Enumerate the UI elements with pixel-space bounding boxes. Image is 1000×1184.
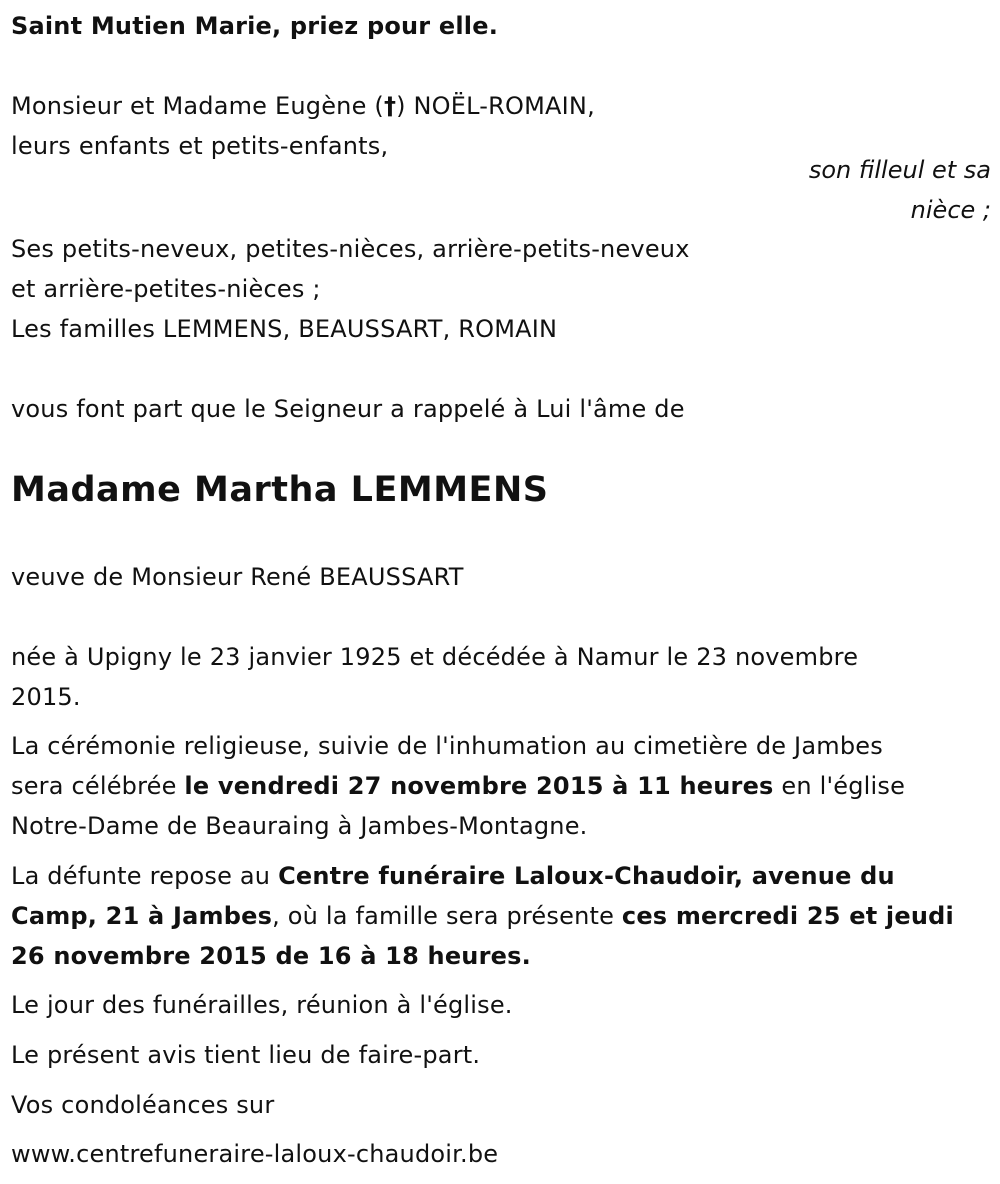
family-line-1-post: ) NOËL-ROMAIN,	[396, 92, 595, 120]
cross-icon: †	[383, 92, 397, 120]
repose-line-2-mid: , où la famille sera présente	[272, 902, 622, 930]
prayer-line: Saint Mutien Marie, priez pour elle.	[11, 12, 499, 40]
family-line-2: leurs enfants et petits-enfants,	[11, 132, 389, 160]
condolences-label: Vos condoléances sur	[11, 1091, 275, 1119]
ceremony-line-2	[11, 766, 905, 806]
ceremony-line-1: La cérémonie religieuse, suivie de l'inhumation au cimetière de Jambes	[11, 732, 883, 760]
announcement-line: vous font part que le Seigneur a rappelé à Lui l'âme de	[11, 395, 685, 423]
repose-line-1-pre: La défunte repose au	[11, 862, 279, 890]
godson-note-line-1: son filleul et sa	[808, 156, 991, 184]
birth-death-line-2: 2015.	[11, 683, 81, 711]
notice-line: Le présent avis tient lieu de faire-part.	[11, 1041, 481, 1069]
godson-note-line-2: nièce ;	[910, 196, 991, 224]
funeral-center-address: Camp, 21 à Jambes	[11, 902, 273, 930]
family-line-1-pre: Monsieur et Madame Eugène (	[11, 92, 384, 120]
funeral-center-name: Centre funéraire Laloux-Chaudoir, avenue du	[278, 862, 895, 890]
relatives-line-1: Ses petits-neveux, petites-nièces, arrière-petits-neveux	[11, 235, 690, 263]
visitation-days: ces mercredi 25 et jeudi	[621, 902, 954, 930]
relatives-line-2: et arrière-petites-nièces ;	[11, 275, 321, 303]
relatives-line-3: Les familles LEMMENS, BEAUSSART, ROMAIN	[11, 315, 558, 343]
deceased-name: Madame Martha LEMMENS	[11, 470, 549, 510]
widow-of-line: veuve de Monsieur René BEAUSSART	[11, 563, 464, 591]
repose-line-1	[11, 856, 895, 896]
condolences-url[interactable]: www.centrefuneraire-laloux-chaudoir.be	[11, 1140, 499, 1168]
family-line-1	[11, 86, 595, 126]
visitation-time: 26 novembre 2015 de 16 à 18 heures.	[11, 942, 531, 970]
funeral-day-line: Le jour des funérailles, réunion à l'église.	[11, 991, 513, 1019]
ceremony-line-2-pre: sera célébrée	[11, 772, 185, 800]
ceremony-date: le vendredi 27 novembre 2015 à 11 heures	[184, 772, 774, 800]
repose-line-2	[11, 896, 954, 936]
ceremony-line-2-post: en l'église	[773, 772, 906, 800]
ceremony-line-3: Notre-Dame de Beauraing à Jambes-Montagne.	[11, 812, 588, 840]
birth-death-line-1: née à Upigny le 23 janvier 1925 et décédée à Namur le 23 novembre	[11, 643, 859, 671]
